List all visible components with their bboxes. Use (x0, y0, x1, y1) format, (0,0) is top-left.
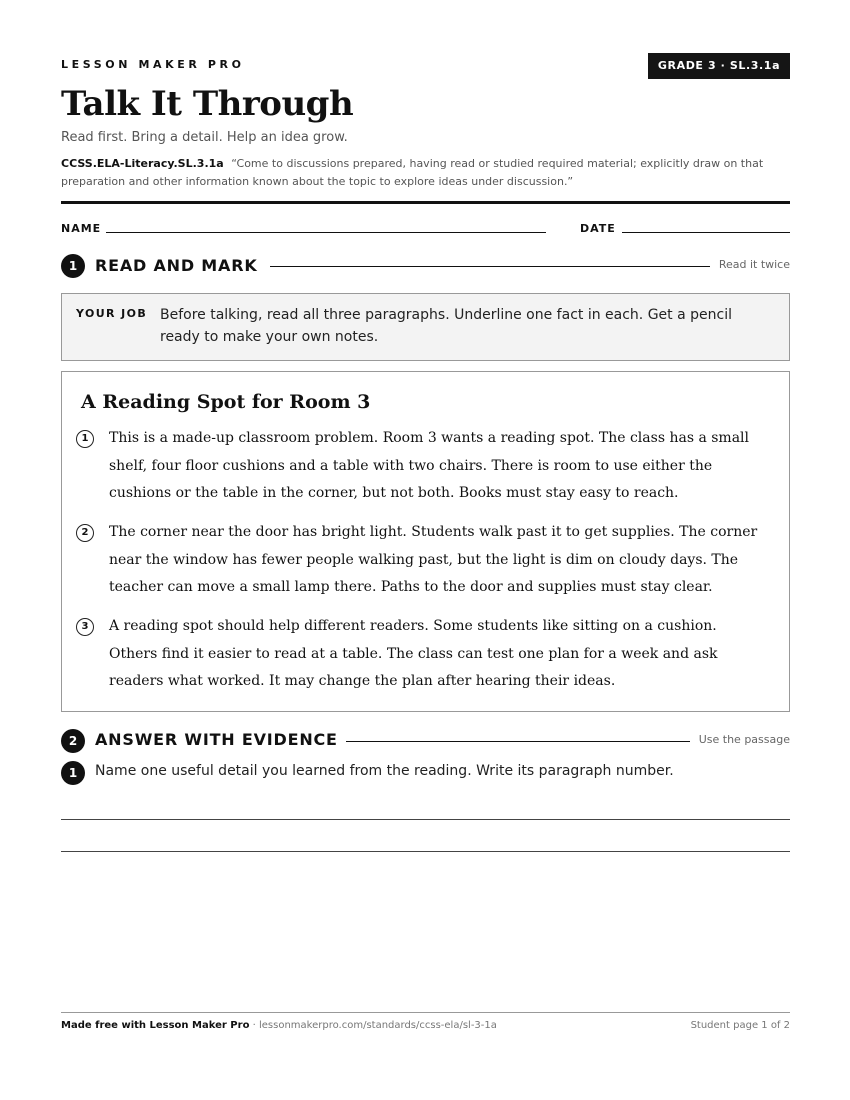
brand-name: LESSON MAKER PRO (61, 58, 245, 71)
section-1-note: Read it twice (718, 258, 790, 271)
standard-statement (61, 155, 790, 190)
section-1-title: READ AND MARK (95, 256, 258, 275)
header-divider (61, 201, 790, 204)
worksheet-page (61, 0, 790, 1100)
footer-made-with: Made free with Lesson Maker Pro (61, 1020, 250, 1031)
date-label: DATE (580, 222, 616, 235)
page-subtitle: Read first. Bring a detail. Help an idea grow. (61, 130, 348, 145)
section-2-rule (346, 741, 690, 742)
paragraph-text: A reading spot should help different readers. Some students like sitting on a cushion. Others find it easier to read at a table. The class can test one plan for a week and ask readers what worked. It may change the plan after hearing their ideas. (109, 618, 718, 689)
answer-line-1[interactable] (61, 819, 790, 820)
section-2-note: Use the passage (698, 733, 790, 746)
paragraph-number-icon: 1 (76, 430, 94, 448)
answer-line-2[interactable] (61, 851, 790, 852)
standard-code: CCSS.ELA-Literacy.SL.3.1a (61, 157, 224, 170)
paragraph-text: The corner near the door has bright light. Students walk past it to get supplies. The corner near the window has fewer people walking past, but the light is dim on cloudy days. The teacher can move a small lamp there. Paths to the door and supplies must stay clear. (109, 524, 758, 595)
question-1-number: 1 (61, 761, 85, 785)
question-1-text: Name one useful detail you learned from the reading. Write its paragraph number. (95, 763, 674, 779)
grade-badge: GRADE 3 · SL.3.1a (648, 53, 790, 79)
name-field[interactable] (106, 232, 546, 233)
your-job-text: Before talking, read all three paragraphs. Underline one fact in each. Get a pencil ready to make your own notes. (160, 307, 732, 345)
footer-credit (61, 1020, 497, 1031)
your-job-label: YOUR JOB (76, 307, 148, 320)
passage-title: A Reading Spot for Room 3 (81, 391, 371, 413)
your-job-box (61, 293, 790, 361)
section-1-rule (270, 266, 710, 267)
section-1-number: 1 (61, 254, 85, 278)
footer-url[interactable]: · lessonmakerpro.com/standards/ccss-ela/sl-3-1a (252, 1020, 497, 1031)
section-2-number: 2 (61, 729, 85, 753)
section-2-title: ANSWER WITH EVIDENCE (95, 730, 338, 749)
standard-text: “Come to discussions prepared, having read or studied required material; explicitly draw on that preparation and other information known about the topic to explore ideas under discussion.” (61, 157, 764, 188)
paragraph-text: This is a made-up classroom problem. Room 3 wants a reading spot. The class has a small shelf, four floor cushions and a table with two chairs. There is room to use either the cushions or the table in the corner, but not both. Books must stay easy to reach. (109, 430, 750, 501)
footer-page-number: Student page 1 of 2 (690, 1020, 790, 1031)
reading-passage (61, 371, 790, 712)
date-field[interactable] (622, 232, 790, 233)
paragraph-number-icon: 3 (76, 618, 94, 636)
footer-divider (61, 1012, 790, 1013)
name-label: NAME (61, 222, 102, 235)
paragraph-number-icon: 2 (76, 524, 94, 542)
page-title: Talk It Through (61, 84, 354, 124)
